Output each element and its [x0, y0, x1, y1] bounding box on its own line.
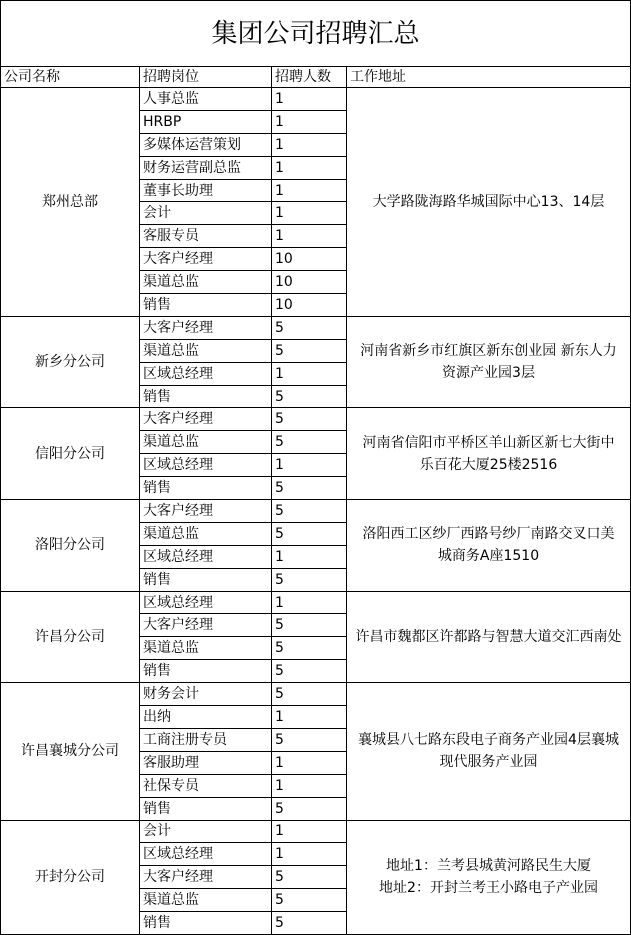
table-row [1, 88, 631, 111]
count-cell: 5 [272, 797, 347, 820]
title-row [1, 1, 631, 67]
count-cell: 1 [272, 545, 347, 568]
count-cell: 10 [272, 294, 347, 317]
position-cell: 客服专员 [140, 225, 272, 248]
count-cell: 5 [272, 522, 347, 545]
address-cell [347, 820, 631, 934]
count-cell: 1 [272, 591, 347, 614]
position-cell: 大客户经理 [140, 248, 272, 271]
position-cell: 多媒体运营策划 [140, 133, 272, 156]
address-line: 河南省新乡市红旗区新东创业园 新东人力 [360, 343, 617, 360]
count-cell: 5 [272, 385, 347, 408]
position-cell: 销售 [140, 912, 272, 935]
count-cell: 1 [272, 179, 347, 202]
position-cell: 销售 [140, 294, 272, 317]
header-count: 招聘人数 [272, 67, 347, 88]
address-line: 资源产业园3层 [442, 365, 535, 382]
count-cell: 1 [272, 362, 347, 385]
count-cell: 5 [272, 339, 347, 362]
count-cell: 1 [272, 454, 347, 477]
table-row [1, 683, 631, 706]
position-cell: 区域总经理 [140, 362, 272, 385]
count-cell: 1 [272, 774, 347, 797]
company-name-cell: 许昌襄城分公司 [1, 683, 140, 820]
table-row [1, 820, 631, 843]
position-cell: 财务会计 [140, 683, 272, 706]
address-line: 城商务A座1510 [437, 548, 540, 565]
count-cell: 5 [272, 889, 347, 912]
count-cell: 1 [272, 751, 347, 774]
count-cell: 5 [272, 683, 347, 706]
count-cell: 5 [272, 728, 347, 751]
address-line: 大学路陇海路华城国际中心13、14层 [372, 193, 605, 210]
company-name-cell: 信阳分公司 [1, 408, 140, 500]
count-cell: 5 [272, 912, 347, 935]
table-title: 集团公司招聘汇总 [1, 1, 631, 67]
position-cell: 渠道总监 [140, 637, 272, 660]
address-line: 地址1：兰考县城黄河路民生大厦 [386, 858, 591, 875]
company-name-cell: 新乡分公司 [1, 316, 140, 408]
address-line: 河南省信阳市平桥区羊山新区新七大街中 [362, 434, 615, 451]
address-cell [347, 500, 631, 592]
company-name-cell: 郑州总部 [1, 88, 140, 317]
count-cell: 1 [272, 820, 347, 843]
position-cell: 区域总经理 [140, 545, 272, 568]
count-cell: 5 [272, 316, 347, 339]
count-cell: 1 [272, 706, 347, 729]
header-company: 公司名称 [1, 67, 140, 88]
company-name-cell: 洛阳分公司 [1, 500, 140, 592]
count-cell: 5 [272, 408, 347, 431]
address-cell [347, 683, 631, 820]
position-cell: HRBP [140, 110, 272, 133]
address-cell [347, 591, 631, 683]
count-cell: 1 [272, 110, 347, 133]
count-cell: 5 [272, 500, 347, 523]
position-cell: 区域总经理 [140, 454, 272, 477]
position-cell: 人事总监 [140, 88, 272, 111]
position-cell: 区域总经理 [140, 591, 272, 614]
position-cell: 渠道总监 [140, 431, 272, 454]
position-cell: 出纳 [140, 706, 272, 729]
position-cell: 大客户经理 [140, 866, 272, 889]
count-cell: 5 [272, 660, 347, 683]
address-line: 现代服务产业园 [439, 754, 538, 771]
position-cell: 渠道总监 [140, 271, 272, 294]
count-cell: 10 [272, 248, 347, 271]
position-cell: 工商注册专员 [140, 728, 272, 751]
position-cell: 销售 [140, 568, 272, 591]
position-cell: 财务运营副总监 [140, 156, 272, 179]
header-address: 工作地址 [347, 67, 631, 88]
address-cell [347, 88, 631, 317]
position-cell: 大客户经理 [140, 408, 272, 431]
position-cell: 会计 [140, 820, 272, 843]
count-cell: 10 [272, 271, 347, 294]
address-line: 乐百花大厦25楼2516 [419, 456, 558, 473]
position-cell: 销售 [140, 797, 272, 820]
position-cell: 会计 [140, 202, 272, 225]
position-cell: 区域总经理 [140, 843, 272, 866]
table-body [1, 1, 631, 935]
table-row [1, 408, 631, 431]
position-cell: 渠道总监 [140, 522, 272, 545]
count-cell: 5 [272, 637, 347, 660]
count-cell: 1 [272, 133, 347, 156]
position-cell: 董事长助理 [140, 179, 272, 202]
position-cell: 社保专员 [140, 774, 272, 797]
count-cell: 1 [272, 88, 347, 111]
count-cell: 5 [272, 866, 347, 889]
count-cell: 1 [272, 225, 347, 248]
position-cell: 销售 [140, 385, 272, 408]
position-cell: 销售 [140, 477, 272, 500]
position-cell: 销售 [140, 660, 272, 683]
position-cell: 渠道总监 [140, 889, 272, 912]
count-cell: 5 [272, 431, 347, 454]
table-row [1, 316, 631, 339]
header-position: 招聘岗位 [140, 67, 272, 88]
address-cell [347, 408, 631, 500]
position-cell: 大客户经理 [140, 316, 272, 339]
position-cell: 大客户经理 [140, 500, 272, 523]
company-name-cell: 开封分公司 [1, 820, 140, 934]
count-cell: 5 [272, 568, 347, 591]
count-cell: 1 [272, 202, 347, 225]
position-cell: 客服助理 [140, 751, 272, 774]
company-name-cell: 许昌分公司 [1, 591, 140, 683]
address-line: 洛阳西工区纱厂西路号纱厂南路交叉口美 [362, 526, 615, 543]
table-row [1, 500, 631, 523]
address-cell [347, 316, 631, 408]
address-line: 襄城县八七路东段电子商务产业园4层襄城 [358, 732, 619, 749]
count-cell: 5 [272, 614, 347, 637]
table-row [1, 591, 631, 614]
position-cell: 大客户经理 [140, 614, 272, 637]
address-line: 许昌市魏都区许都路与智慧大道交汇西南处 [355, 628, 622, 645]
count-cell: 5 [272, 477, 347, 500]
count-cell: 1 [272, 843, 347, 866]
header-row [1, 67, 631, 88]
count-cell: 1 [272, 156, 347, 179]
position-cell: 渠道总监 [140, 339, 272, 362]
address-line: 地址2：开封兰考王小路电子产业园 [379, 880, 598, 897]
